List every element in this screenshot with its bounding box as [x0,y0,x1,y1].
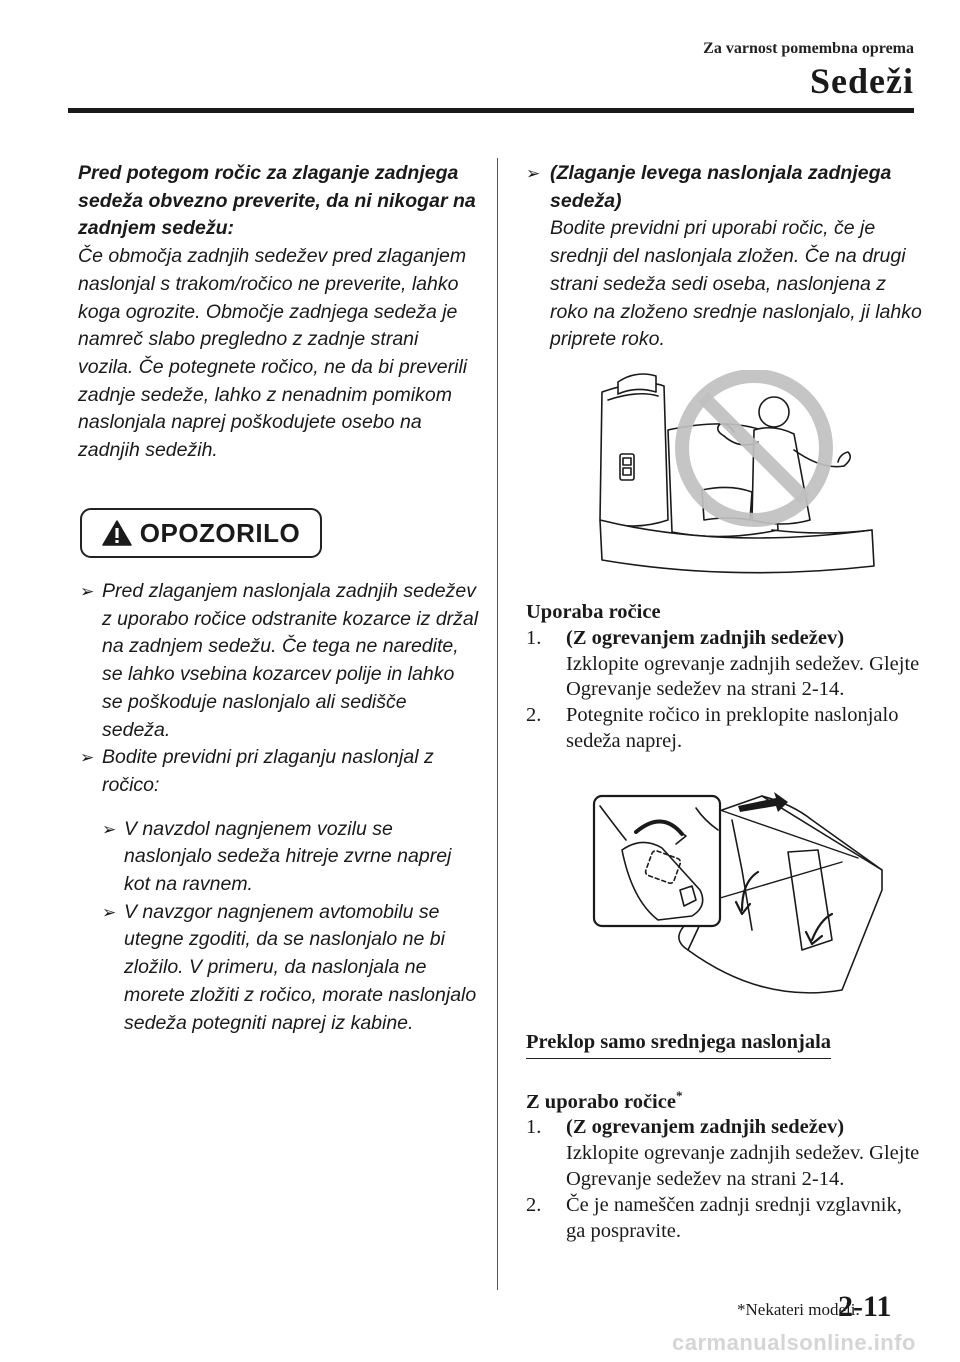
list-item: 2. Potegnite ročico in preklopite naslonjalo sedeža naprej. [526,704,899,752]
page-number: 2-11 [838,1290,892,1323]
triangle-right-icon: ➢ [80,582,95,601]
list-item: 1. (Z ogrevanjem zadnjih sedežev) Izklopite ogrevanje zadnjih sedežev. Glejte Ogrevanje sedežev na strani 2-14. [526,626,920,701]
list-item: ➢ V navzdol nagnjenem vozilu se naslonjalo sedeža hitreje zvrne naprej kot na ravnem. [102,817,452,896]
triangle-right-icon: ➢ [80,748,95,768]
triangle-right-icon: ➢ [526,164,541,183]
footnote: *Nekateri modeli. [737,1300,860,1319]
watermark: carmanualsonline.info [672,1330,916,1355]
sub-heading: Z uporabo ročice* [526,1087,683,1113]
list-item: 2. Če je nameščen zadnji srednji vzglavnik, ga pospravite. [526,1193,902,1242]
right-column [522,160,922,354]
section-heading: Preklop samo srednjega naslonjala [526,1030,831,1059]
header-rule [68,108,914,113]
warning-triangle-icon [102,520,132,546]
lever-section [526,600,926,755]
left-column [78,160,478,465]
intro-body: Če območja zadnjih sedežev pred zlaganjem naslonjal s trakom/ročico ne preverite, lahko koga ogrozite. Območje zadnjega sedeža je namreč slabo pregledno z zadnje strani vozila. Če potegnete ročico, ne da bi preverili zadnje sedeže, lahko z nenadnim pomikom naslonjala naprej poškodujete osebo na zadnjih sedežih. [78,245,468,462]
list-item: ➢ V navzgor nagnjenem avtomobilu se utegne zgoditi, da se naslonjalo ne bi zložilo. V primeru, da naslonjala ne morete zložiti z ročico, morate naslonjalo sedeža potegniti naprej iz kabine. [102,900,477,1034]
column-divider [497,158,498,1290]
triangle-right-icon: ➢ [102,819,117,839]
triangle-right-icon: ➢ [102,902,117,922]
caution-title: (Zlaganje levega naslonjala zadnjega sedeža) [550,162,892,212]
caution-body: Bodite previdni pri uporabi ročic, če je srednji del naslonjala zložen. Če na drugi strani sedeža sedi oseba, naslonjena z roko na zloženo srednje naslonjalo, ji lahko priprete roko. [550,217,922,351]
header-section: Za varnost pomembna oprema [703,40,914,57]
list-item: 1. (Z ogrevanjem zadnjih sedežev) Izklopite ogrevanje zadnjih sedežev. Glejte Ogrevanje sedežev na strani 2-14. [526,1116,920,1191]
intro-bold: Pred potegom ročic za zlaganje zadnjega sedeža obvezno preverite, da ni nikogar na zadnjem sedežu: [78,162,476,240]
warning-label: OPOZORILO [139,517,301,548]
page-title: Sedeži [810,61,914,101]
rear-seat-prohibition-illustration [582,370,882,582]
list-item: ➢ Bodite previdni pri zlaganju naslonjal z ročico: [80,746,434,796]
warning-bullets [80,578,480,1037]
caution-item [522,160,922,354]
seat-lever-illustration [592,790,892,1008]
warning-box [80,508,322,558]
list-item: ➢ Pred zlaganjem naslonjala zadnjih sedežev z uporabo ročice odstranite kozarce iz držal na zadnjem sedežu. Če tega ne naredite, se lahko vsebina kozarcev polije in lahko se poškoduje naslonjalo ali sedišče sedeža. [80,580,479,741]
lever-heading: Uporaba ročice [526,601,661,623]
footnote-mark: * [675,1087,683,1103]
middle-backrest-section [526,1030,926,1244]
